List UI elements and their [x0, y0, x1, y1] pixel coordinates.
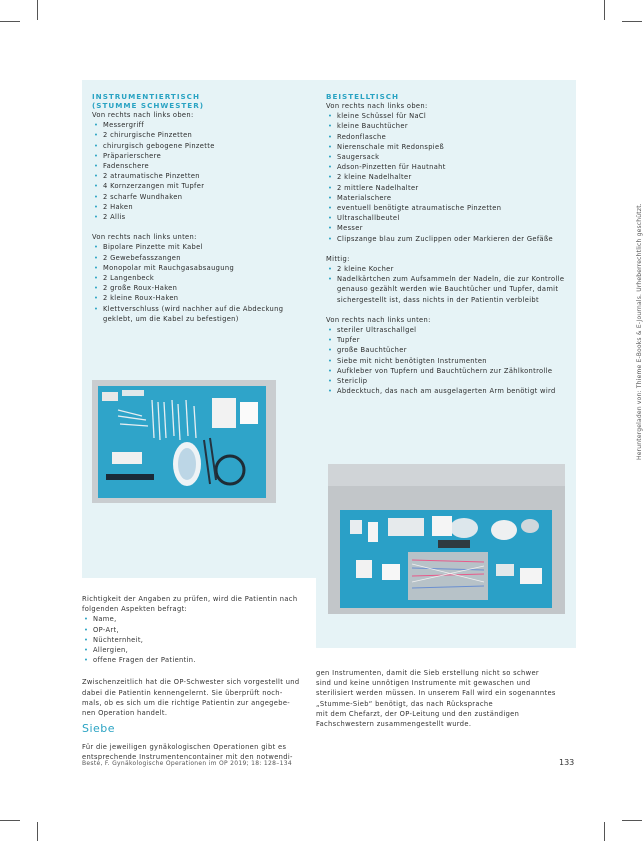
- section-heading: Siebe: [82, 722, 116, 735]
- box-title: BEISTELLTISCH: [326, 92, 400, 101]
- instrument-list: [326, 325, 572, 396]
- crop-mark: [604, 822, 605, 841]
- list-item: • 2 Langenbeck: [92, 273, 312, 283]
- body-text: [82, 594, 318, 718]
- instrument-list: [92, 242, 312, 324]
- list-item: • 2 Haken: [92, 202, 312, 212]
- text-line: gen Instrumenten, damit die Sieb erstellung nicht so schwer: [316, 669, 540, 677]
- body-text: [316, 668, 566, 729]
- group-heading: Mittig:: [326, 254, 350, 263]
- list-item: • Adson-Pinzetten für Hautnaht: [326, 162, 572, 172]
- instrument-list: [326, 111, 572, 244]
- side-table-box: [316, 80, 576, 648]
- instrument-table-box: [82, 80, 318, 578]
- text-line: dabei die Patientin kennengelernt. Sie überprüft noch-: [82, 688, 283, 697]
- list-item: • 2 kleine Roux-Haken: [92, 293, 312, 303]
- list-item: • chirurgisch gebogene Pinzette: [92, 141, 312, 151]
- list-item: • OP-Art,: [82, 625, 318, 635]
- text-line: sind und keine unnötigen Instrumente mit gewaschen und: [316, 679, 531, 688]
- instrument-list: [92, 120, 312, 222]
- list-item: • Allergien,: [82, 645, 318, 655]
- list-item: • Redonflasche: [326, 132, 572, 142]
- list-item: • 2 Gewebefasszangen: [92, 253, 312, 263]
- text-line: Für die jeweiligen gynäkologischen Operationen gibt es: [82, 743, 287, 751]
- group-heading: Von rechts nach links oben:: [326, 102, 428, 110]
- list-item: • Nadelkärtchen zum Aufsammeln der Nadeln, die zur Kontrolle genauso gezählt werden wie Bauchtücher und Tupfer, damit sichergestellt ist, dass nichts in der Patientin verbleibt: [326, 274, 572, 305]
- box-title: (STUMME SCHWESTER): [92, 101, 205, 110]
- list-item: • 2 atraumatische Pinzetten: [92, 171, 312, 181]
- footer-citation: Beste, F. Gynäkologische Operationen im OP 2019; 18: 128–134: [82, 760, 292, 767]
- list-item: • Bipolare Pinzette mit Kabel: [92, 242, 312, 252]
- group-heading: Von rechts nach links unten:: [326, 315, 431, 324]
- list-item: • Nierenschale mit Redonspieß: [326, 142, 572, 152]
- list-item: • Siebe mit nicht benötigten Instrumenten: [326, 356, 572, 366]
- page-number: 133: [559, 758, 575, 767]
- text-line: nen Operation handelt.: [82, 709, 168, 718]
- list-item: • Nüchternheit,: [82, 635, 318, 645]
- crop-mark: [37, 822, 38, 841]
- group-heading: Von rechts nach links oben:: [92, 111, 194, 119]
- text-line: Richtigkeit der Angaben zu prüfen, wird die Patientin nach: [82, 595, 298, 603]
- list-item: • Messer: [326, 223, 572, 233]
- list-item: • 2 Allis: [92, 212, 312, 222]
- text-line: entsprechende Instrumentencontainer mit den notwendi-: [82, 753, 293, 762]
- list-item: • kleine Bauchtücher: [326, 121, 572, 131]
- list-item: • Stericlip: [326, 376, 572, 386]
- list-item: • große Bauchtücher: [326, 345, 572, 355]
- text-line: Fachschwestern zusammengestellt wurde.: [316, 720, 472, 729]
- list-item: • Klettverschluss (wird nachher auf die Abdeckung geklebt, um die Kabel zu befestigen): [92, 304, 312, 324]
- list-item: • 2 chirurgische Pinzetten: [92, 130, 312, 140]
- list-item: • 2 kleine Kocher: [326, 264, 572, 274]
- list-item: • Aufkleber von Tupfern und Bauchtüchern zur Zählkontrolle: [326, 366, 572, 376]
- list-item: • eventuell benötigte atraumatische Pinzetten: [326, 203, 572, 213]
- list-item: • kleine Schüssel für NaCl: [326, 111, 572, 121]
- text-line: folgenden Aspekten befragt:: [82, 605, 188, 614]
- crop-mark: [604, 0, 605, 20]
- text-line: sterilisiert werden müssen. In unserem Fall wird ein sogenanntes „Stumme-Sieb“ benötigt, das nach Rücksprache: [316, 689, 556, 708]
- list-item: • 2 kleine Nadelhalter: [326, 172, 572, 182]
- text-line: Zwischenzeitlich hat die OP-Schwester sich vorgestellt und: [82, 678, 300, 687]
- side-credit: Heruntergeladen von: Thieme E-Books & E-Journals. Urheberrechtlich geschützt.: [636, 203, 643, 460]
- crop-mark: [0, 21, 20, 22]
- instrument-table-photo: [92, 380, 276, 503]
- group-heading: Von rechts nach links unten:: [92, 233, 197, 242]
- list-item: • Ultraschallbeutel: [326, 213, 572, 223]
- crop-mark: [622, 21, 642, 22]
- crop-mark: [37, 0, 38, 20]
- list-item: • Messergriff: [92, 120, 312, 130]
- list-item: • 2 scharfe Wundhaken: [92, 192, 312, 202]
- text-line: mit dem Chefarzt, der OP-Leitung und den zuständigen: [316, 709, 520, 718]
- list-item: • 4 Kornzerzangen mit Tupfer: [92, 181, 312, 191]
- box-title: INSTRUMENTIERTISCH: [92, 92, 200, 101]
- list-item: • 2 mittlere Nadelhalter: [326, 183, 572, 193]
- list-item: • steriler Ultraschallgel: [326, 325, 572, 335]
- list-item: • Materialschere: [326, 193, 572, 203]
- list-item: • Clipszange blau zum Zuclippen oder Markieren der Gefäße: [326, 234, 572, 244]
- side-table-photo: [328, 464, 565, 614]
- list-item: • Monopolar mit Rauchgasabsaugung: [92, 263, 312, 273]
- text-line: mals, ob es sich um die richtige Patientin zur angegebe-: [82, 698, 291, 707]
- list-item: • Präparierschere: [92, 151, 312, 161]
- list-item: • 2 große Roux-Haken: [92, 283, 312, 293]
- instrument-list: [326, 264, 572, 305]
- crop-mark: [622, 820, 642, 821]
- crop-mark: [0, 820, 20, 821]
- list-item: • Fadenschere: [92, 161, 312, 171]
- list-item: • Saugersack: [326, 152, 572, 162]
- check-list: [82, 614, 318, 665]
- list-item: • Abdecktuch, das nach am ausgelagerten Arm benötigt wird: [326, 386, 572, 396]
- list-item: • offene Fragen der Patientin.: [82, 655, 318, 665]
- list-item: • Tupfer: [326, 335, 572, 345]
- list-item: • Name,: [82, 614, 318, 624]
